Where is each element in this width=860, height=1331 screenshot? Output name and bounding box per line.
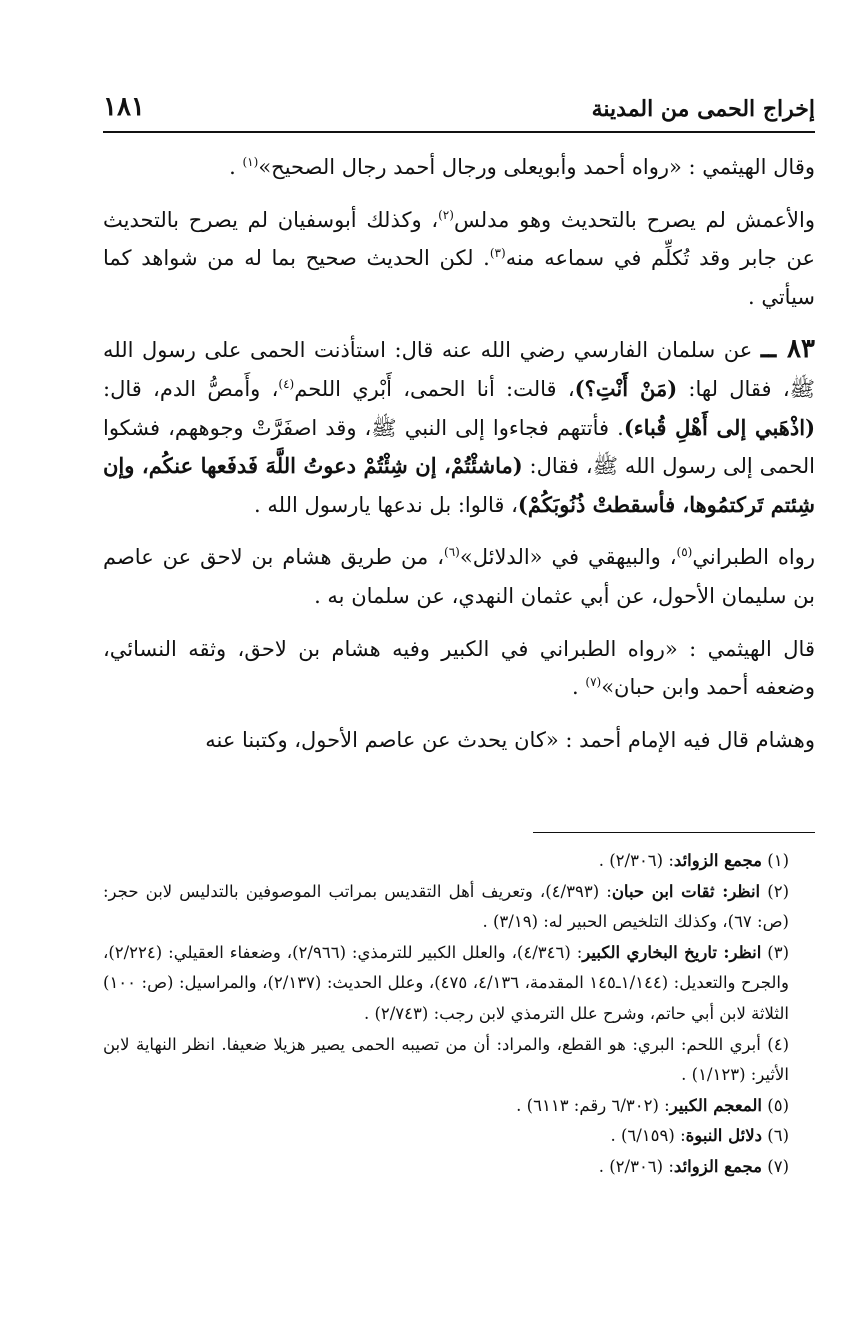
paragraph-haythami-2: قال الهيثمي : «رواه الطبراني في الكبير وفيه هشام بن لاحق، وثقه النسائي، وضعفه أحمد وابن حبان»$^{(٧)}$ . <box>103 636 815 700</box>
paragraph-takhrij: رواه الطبراني$^{(٥)}$، والبيهقي في «الدلائل»$^{(٦)}$، من طريق هشام بن لاحق عن عاصم بن سليمان الأحول، عن أبي عثمان النهدي، عن سلمان به . <box>103 545 815 608</box>
prophet-quote: (اذْهَبي إلى أَهْلِ قُباء) <box>623 414 816 440</box>
paragraph-amash: والأعمش لم يصرح بالتحديث وهو مدلس$^{(٢)}$، وكذلك أبوسفيان لم يصرح بالتحديث عن جابر وقد تُكلِّم في سماعه منه$^{(٣)}$. لكن الحديث صحيح بما له من شواهد كما سيأتي . <box>103 207 815 309</box>
footnote-2: (٢) انظر: ثقات ابن حبان: (٤/٣٩٣)، وتعريف أهل التقديس بمراتب الموصوفين بالتدليس لابن حجر: (ص: ٦٧)، وكذلك التلخيص الحبير له: (٣/١٩) . <box>103 881 790 932</box>
footnotes <box>103 846 815 1183</box>
prophet-quote: (مَنْ أَنْتِ؟) <box>574 375 678 401</box>
footnote-6: (٦) دلائل النبوة: (٦/١٥٩) . <box>610 1126 789 1146</box>
footnote-1: (١) مجمع الزوائد: (٢/٣٠٦) . <box>598 851 789 870</box>
footnote-ref: (٥) <box>676 545 693 560</box>
footnote-separator <box>533 832 815 833</box>
page-number: ١٨١ <box>103 92 145 122</box>
hadith-number: ٨٣ ــ <box>760 334 815 365</box>
footnote-ref: (٤) <box>278 376 295 391</box>
footnote-7: (٧) مجمع الزوائد: (٢/٣٠٦) . <box>598 1156 789 1176</box>
footnote-ref: (٧) <box>585 675 602 690</box>
footnote-ref: (٣) <box>489 246 506 261</box>
prophet-quote: (ماشئْتُمْ، إن شِئْتُمْ دعوتُ اللَّهَ فَدفَعها عنكُم، وإن شِئتم تَركتمُوها، فأسقطتْ ذُنُوبَكُمْ) <box>103 453 815 517</box>
footnote-ref: (٢) <box>438 207 454 222</box>
paragraph-haythami-quote: وقال الهيثمي : «رواه أحمد وأبويعلى ورجال أحمد رجال الصحيح»$^{(١)}$ . <box>229 155 815 179</box>
footnote-ref: (٦) <box>444 545 460 560</box>
footnote-3: (٣) انظر: تاريخ البخاري الكبير: (٤/٣٤٦)، والعلل الكبير للترمذي: (٢/٩٦٦)، وضعفاء العقيلي: (٢/٢٢٤)، والجرح والتعديل: (١/١٤٤ـ١٤٥ المقدمة، ٤/١٣٦، ٤٧٥)، وعلل الحديث: (٢/١٣٧)، والمراسيل: (ص: ١٠٠) الثلاثة لابن أبي حاتم، وشرح علل الترمذي لابن رجب: (٢/٧٤٣) . <box>103 942 789 1023</box>
footnote-4: (٤) أبري اللحم: البري: هو القطع، والمراد: أن من تصيبه الحمى يصير هزيلا ضعيفا. انظر النهاية لابن الأثير: (١/١٢٣) . <box>103 1034 789 1085</box>
running-title: إخراج الحمى من المدينة <box>591 96 815 122</box>
main-text <box>103 148 815 773</box>
header-rule <box>103 131 815 133</box>
page-header <box>103 82 815 122</box>
paragraph-hisham: وهشام قال فيه الإمام أحمد : «كان يحدث عن عاصم الأحول، وكتبنا عنه <box>205 727 815 752</box>
footnote-ref: (١) <box>242 155 259 169</box>
paragraph-hadith-83: ٨٣ ــ عن سلمان الفارسي رضي الله عنه قال: استأذنت الحمى على رسول الله ﷺ، فقال لها: (مَنْ أَنْتِ؟)، قالت: أنا الحمى، أَبْري اللحم$^{(٤)}$، وأَمصُّ الدم، قال: (اذْهَبي إلى أَهْلِ قُباء). فأتتهم فجاءوا إلى النبي ﷺ، وقد اصفَرَّتْ وجوههم، فشكوا الحمى إلى رسول الله ﷺ، فقال: (ماشئْتُمْ، إن شِئْتُمْ دعوتُ اللَّهَ فَدفَعها عنكُم، وإن شِئتم تَركتمُوها، فأسقطتْ ذُنُوبَكُمْ)، قالوا: بل ندعها يارسول الله . <box>103 334 816 517</box>
footnote-5: (٥) المعجم الكبير: (٦/٣٠٢ رقم: ٦١١٣) . <box>516 1095 789 1115</box>
